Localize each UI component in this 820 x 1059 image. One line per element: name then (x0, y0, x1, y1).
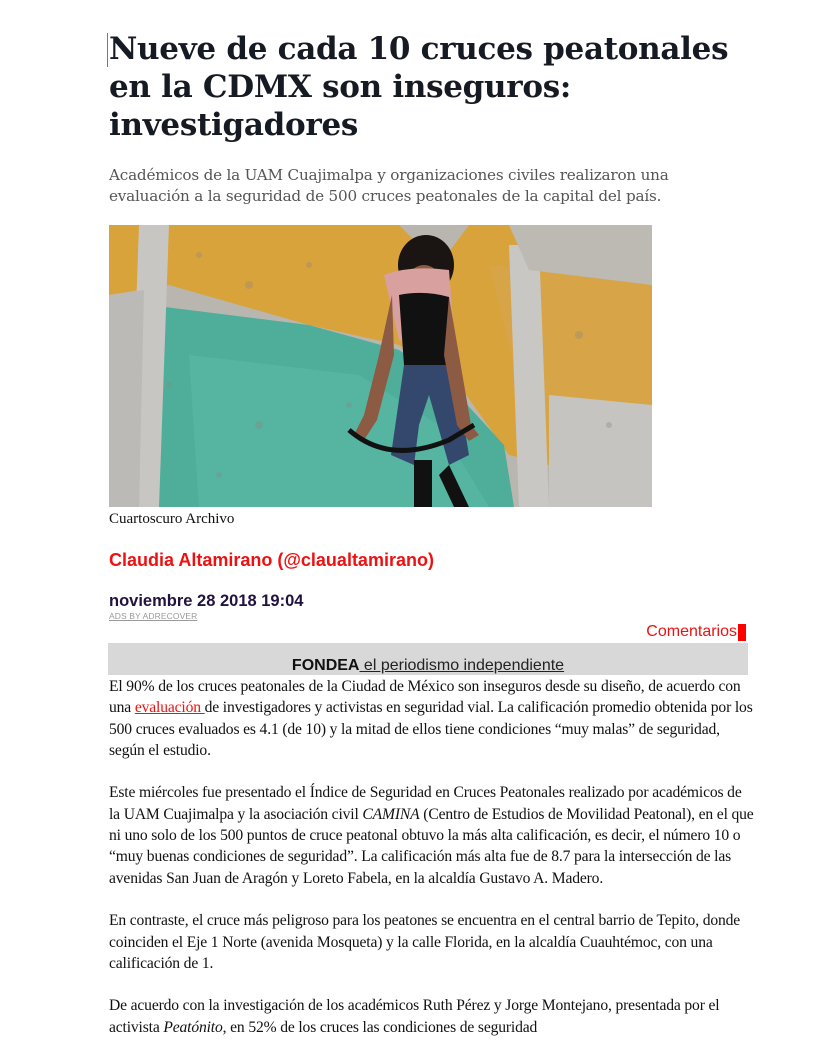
paragraph-text: Este miércoles fue presentado el Índice de Seguridad en Cruces Peatonales realizado por académicos de la UAM Cuajimalpa y la asociación civil (109, 784, 742, 823)
cyclist-photo (109, 225, 652, 507)
paragraph-4 (109, 995, 754, 1038)
paragraph-1 (109, 676, 754, 761)
article-headline: Nueve de cada 10 cruces peatonales en la CDMX son inseguros: investigadores (109, 31, 729, 143)
article-body (109, 676, 754, 1059)
fondea-banner[interactable] (108, 643, 748, 675)
evaluacion-link[interactable]: evaluación (134, 699, 205, 717)
article-photo (109, 225, 652, 507)
camina-name: CAMINA (362, 805, 420, 823)
publish-date: noviembre 28 2018 19:04 (109, 592, 304, 610)
fondea-link[interactable]: el periodismo independiente (359, 657, 565, 674)
peatonito-name: Peatónito (163, 1018, 223, 1036)
photo-caption: Cuartoscuro Archivo (109, 511, 235, 527)
author-byline[interactable]: Claudia Altamirano (@claualtamirano) (109, 550, 434, 570)
paragraph-2 (109, 782, 754, 888)
paragraph-text: De acuerdo con la investigación de los académicos Ruth Pérez y Jorge Montejano, presentada por el activista (109, 997, 720, 1036)
paragraph-text: de investigadores y activistas en seguridad vial. La calificación promedio obtenida por los 500 cruces evaluados es 4.1 (de 10) y la mitad de ellos tiene condiciones “muy malas” de seguridad, según el estudio. (109, 699, 753, 759)
paragraph-text: El 90% de los cruces peatonales de la Ciudad de México son inseguros desde su diseño, de acuerdo con una (109, 678, 741, 717)
paragraph-text: (Centro de Estudios de Movilidad Peatonal), en el que ni uno solo de los 500 puntos de cruce peatonal obtuvo la más alta calificación, es decir, el número 10 o “muy buenas condiciones de seguridad”. La calificación más alta fue de 8.7 para la intersección de las avenidas San Juan de Aragón y Loreto Fabela, en la alcaldía Gustavo A. Madero. (109, 805, 754, 887)
comments-link[interactable] (646, 623, 746, 641)
paragraph-text: , en 52% de los cruces las condiciones de seguridad (222, 1018, 538, 1036)
text-cursor (107, 33, 108, 67)
fondea-bold[interactable]: FONDEA (291, 657, 360, 674)
article-deck: Académicos de la UAM Cuajimalpa y organizaciones civiles realizaron una evaluación a la seguridad de 500 cruces peatonales de la capital del país. (109, 166, 669, 205)
comments-label[interactable]: Comentarios (646, 623, 737, 640)
paragraph-3: En contraste, el cruce más peligroso para los peatones se encuentra en el central barrio de Tepito, donde coinciden el Eje 1 Norte (avenida Mosqueta) y la calle Florida, en la alcaldía Cuauhtémoc, con una calificación de 1. (109, 912, 741, 972)
ads-by-adrecover-link[interactable]: ADS BY ADRECOVER (109, 611, 198, 621)
comments-marker-icon (738, 624, 746, 641)
